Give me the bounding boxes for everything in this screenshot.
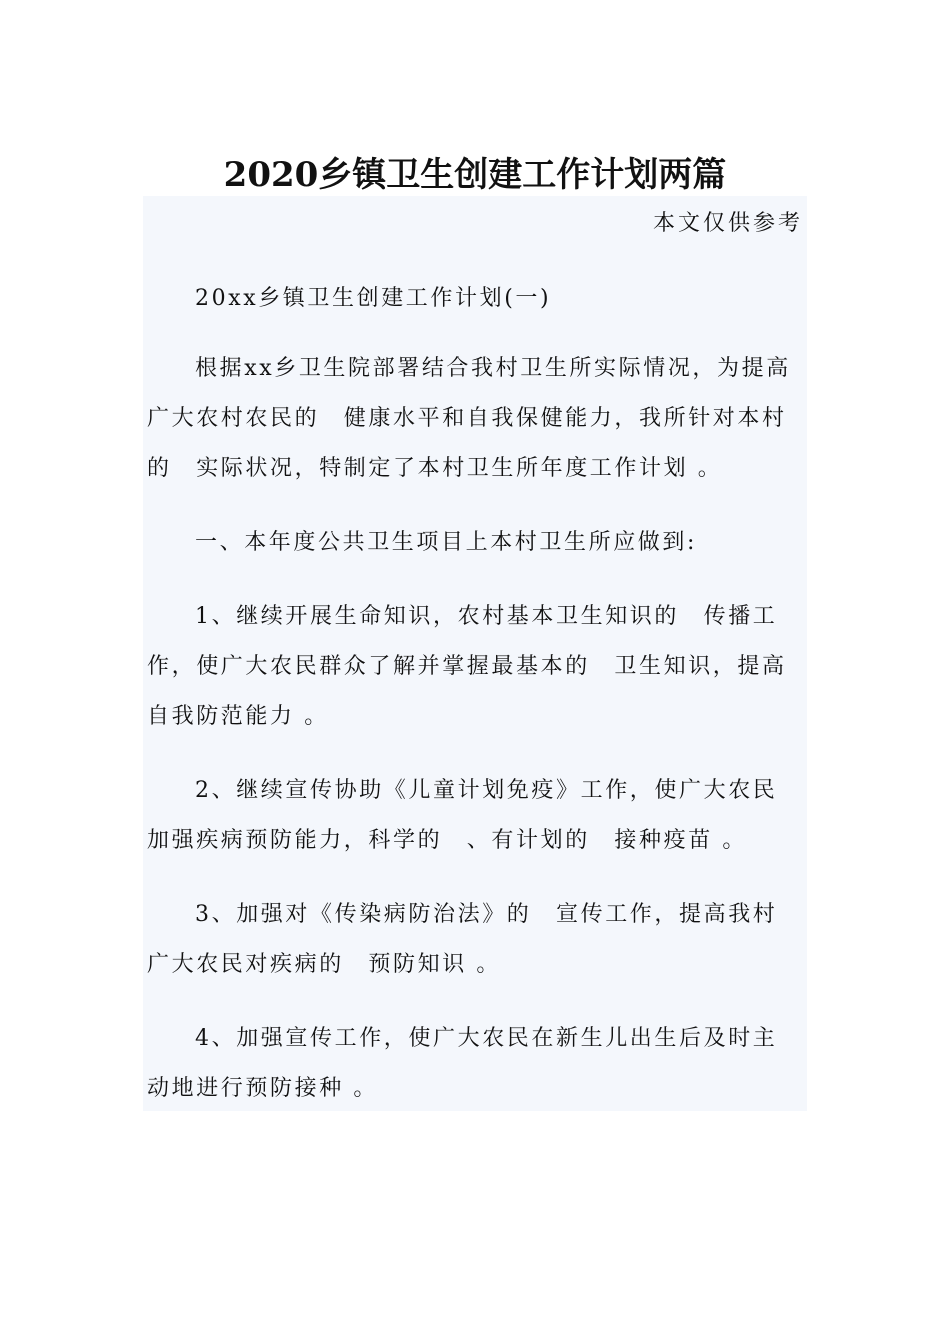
plan-subtitle: 20xx乡镇卫生创建工作计划(一) <box>195 286 552 311</box>
list-item: 3、加强对《传染病防治法》的 宣传工作，提高我村广大农民对疾病的 预防知识 。 <box>147 902 778 977</box>
intro-paragraph: 根据xx乡卫生院部署结合我村卫生所实际情况，为提高广大农村农民的 健康水平和自我保健能力，我所针对本村的 实际状况，特制定了本村卫生所年度工作计划 。 <box>147 356 791 481</box>
document-title: 2020乡镇卫生创建工作计划两篇 <box>223 154 727 195</box>
section-heading: 一、本年度公共卫生项目上本村卫生所应做到: <box>195 530 698 555</box>
document-body <box>143 196 807 1111</box>
list-item: 2、继续宣传协助《儿童计划免疫》工作，使广大农民加强疾病预防能力，科学的 、有计划的 接种疫苗 。 <box>147 778 778 853</box>
reference-note: 本文仅供参考 <box>652 211 803 236</box>
list-item: 4、加强宣传工作，使广大农民在新生儿出生后及时主动地进行预防接种 。 <box>147 1026 778 1101</box>
list-item: 1、继续开展生命知识，农村基本卫生知识的 传播工作，使广大农民群众了解并掌握最基本的 卫生知识，提高自我防范能力 。 <box>147 604 787 729</box>
